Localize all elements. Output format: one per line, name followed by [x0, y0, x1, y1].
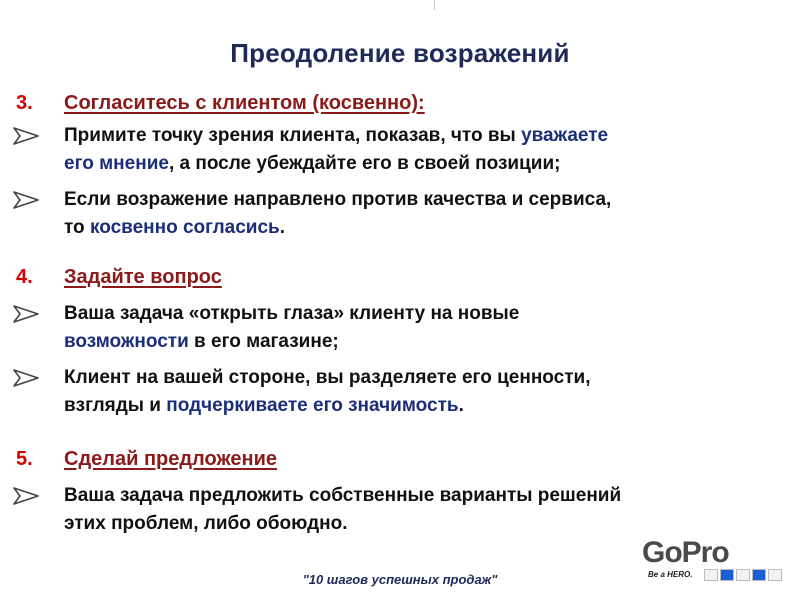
bullet-line: Примите точку зрения клиента, показав, что вы уважаете: [64, 125, 609, 146]
logo-square: [768, 569, 782, 581]
bullet-line: то косвенно согласись.: [64, 217, 285, 238]
bullet-line: Ваша задача предложить собственные варианты решений: [64, 485, 622, 506]
bullet-line: этих проблем, либо обоюдно.: [64, 513, 348, 534]
bullet-line: Если возражение направлено против качества и сервиса,: [64, 189, 612, 210]
logo-squares: [704, 569, 782, 581]
section-heading-text: Сделай предложение: [64, 448, 277, 470]
arrowhead-bullet-icon: [12, 486, 40, 506]
footer-caption: "10 шагов успешных продаж": [302, 572, 498, 587]
top-divider-mark: [434, 0, 435, 10]
section-4-heading: [0, 266, 800, 296]
section-5-heading: [0, 448, 800, 478]
section-3-heading: [0, 92, 800, 122]
logo-square: [704, 569, 718, 581]
bullet-line: взгляды и подчеркиваете его значимость.: [64, 395, 464, 416]
logo-square: [736, 569, 750, 581]
logo-square: [720, 569, 734, 581]
arrowhead-bullet-icon: [12, 190, 40, 210]
gopro-logo: [642, 536, 782, 584]
slide-title: Преодоление возражений: [230, 38, 570, 68]
section-number: 3.: [16, 92, 33, 114]
section-heading-text: Задайте вопрос: [64, 266, 222, 288]
section-number: 4.: [16, 266, 33, 288]
bullet-line: возможности в его магазине;: [64, 331, 339, 352]
logo-tagline: Be a HERO.: [648, 570, 693, 579]
bullet-line: Ваша задача «открыть глаза» клиенту на новые: [64, 303, 520, 324]
bullet-line: Клиент на вашей стороне, вы разделяете его ценности,: [64, 367, 591, 388]
arrowhead-bullet-icon: [12, 126, 40, 146]
logo-wordmark: GoPro: [642, 536, 729, 569]
bullet-line: его мнение, а после убеждайте его в своей позиции;: [64, 153, 561, 174]
logo-square: [752, 569, 766, 581]
section-number: 5.: [16, 448, 33, 470]
arrowhead-bullet-icon: [12, 304, 40, 324]
arrowhead-bullet-icon: [12, 368, 40, 388]
section-heading-text: Согласитесь с клиентом (косвенно):: [64, 92, 425, 114]
